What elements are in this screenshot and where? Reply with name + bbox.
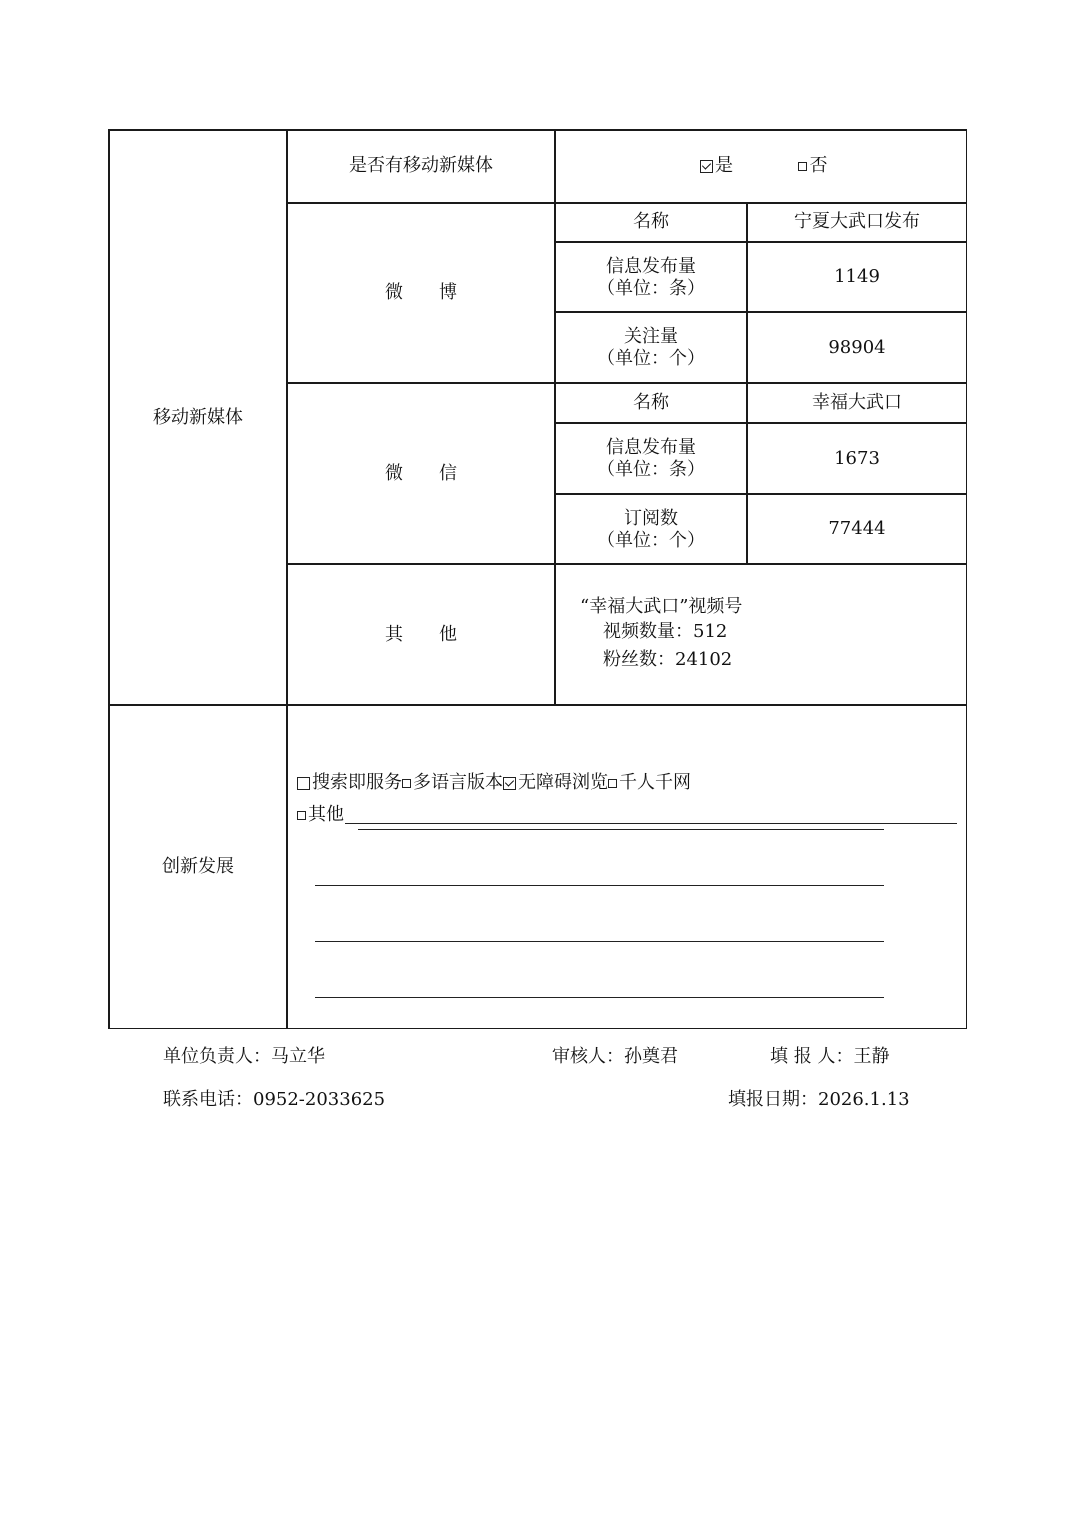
other-line-2: 视频数量：512 <box>603 621 728 642</box>
blank-line[interactable] <box>315 941 884 942</box>
checkbox-search-service[interactable] <box>297 777 310 790</box>
checkbox-personalized[interactable] <box>608 779 617 788</box>
wechat-name-value: 幸福大武口 <box>812 392 902 413</box>
option-yes-label: 是 <box>715 155 733 176</box>
wechat-label: 微 信 <box>385 463 457 484</box>
section-divider <box>108 704 967 706</box>
weibo-followers-label <box>556 326 746 370</box>
weibo-followers-label-line1: 关注量 <box>624 326 678 347</box>
option-no-label: 否 <box>809 155 828 176</box>
weibo-posts-value: 1149 <box>834 266 880 287</box>
blank-line[interactable] <box>315 885 884 886</box>
table-border-top <box>108 129 967 131</box>
row-divider <box>556 493 967 495</box>
footer-reviewer: 审核人：孙奠君 <box>552 1046 678 1067</box>
wechat-name-label: 名称 <box>633 392 669 413</box>
other-underline[interactable] <box>345 823 957 824</box>
other-label: 其 他 <box>385 624 457 645</box>
row-divider <box>286 202 967 204</box>
innovation-options <box>297 772 691 794</box>
row-divider <box>556 241 967 243</box>
option-personalized: 千人千网 <box>619 772 691 793</box>
table-border-bottom <box>108 1028 967 1029</box>
weibo-label: 微 博 <box>385 282 457 303</box>
weibo-followers-value: 98904 <box>828 337 886 358</box>
row-divider <box>556 311 967 313</box>
checkbox-no[interactable] <box>798 162 807 171</box>
option-other: 其他 <box>308 804 344 825</box>
wechat-posts-value: 1673 <box>834 448 880 469</box>
other-line-1: “幸福大武口”视频号 <box>580 596 743 617</box>
weibo-name-label: 名称 <box>633 211 669 232</box>
has-media-options <box>700 155 827 177</box>
innovation-other <box>297 804 344 826</box>
wechat-subs-label-line2: （单位：个） <box>597 530 705 551</box>
section-label-innovation: 创新发展 <box>162 856 234 877</box>
checkbox-accessible[interactable] <box>503 777 516 790</box>
checkbox-yes[interactable] <box>700 160 713 173</box>
has-media-label: 是否有移动新媒体 <box>349 155 493 176</box>
weibo-posts-label <box>556 256 746 300</box>
wechat-subs-label <box>556 508 746 552</box>
footer-phone: 联系电话：0952-2033625 <box>163 1089 386 1110</box>
blank-line[interactable] <box>358 829 884 830</box>
footer-date: 填报日期：2026.1.13 <box>728 1089 910 1110</box>
section-label-mobile-media: 移动新媒体 <box>153 407 243 428</box>
weibo-followers-label-line2: （单位：个） <box>597 348 705 369</box>
col-divider-1 <box>286 129 288 1029</box>
weibo-name-value: 宁夏大武口发布 <box>794 211 920 232</box>
wechat-posts-label-line2: （单位：条） <box>597 459 705 480</box>
weibo-posts-label-line1: 信息发布量 <box>606 256 696 277</box>
weibo-posts-label-line2: （单位：条） <box>597 278 705 299</box>
footer-filler: 填 报 人：王静 <box>770 1046 890 1067</box>
table-border-left <box>108 129 110 1029</box>
wechat-posts-label-line1: 信息发布量 <box>606 437 696 458</box>
row-divider <box>286 382 967 384</box>
wechat-subs-value: 77444 <box>828 518 886 539</box>
row-divider <box>556 422 967 424</box>
wechat-posts-label <box>556 437 746 481</box>
footer-leader: 单位负责人：马立华 <box>163 1046 325 1067</box>
checkbox-multilang[interactable] <box>402 779 411 788</box>
option-accessible: 无障碍浏览 <box>518 772 608 793</box>
checkbox-other[interactable] <box>297 811 306 820</box>
row-divider <box>286 563 967 565</box>
option-search-service: 搜索即服务 <box>312 772 402 793</box>
table-border-right <box>966 129 967 1029</box>
blank-line[interactable] <box>315 997 884 998</box>
wechat-subs-label-line1: 订阅数 <box>624 508 678 529</box>
other-line-3: 粉丝数：24102 <box>603 649 733 670</box>
option-multilang: 多语言版本 <box>413 772 503 793</box>
